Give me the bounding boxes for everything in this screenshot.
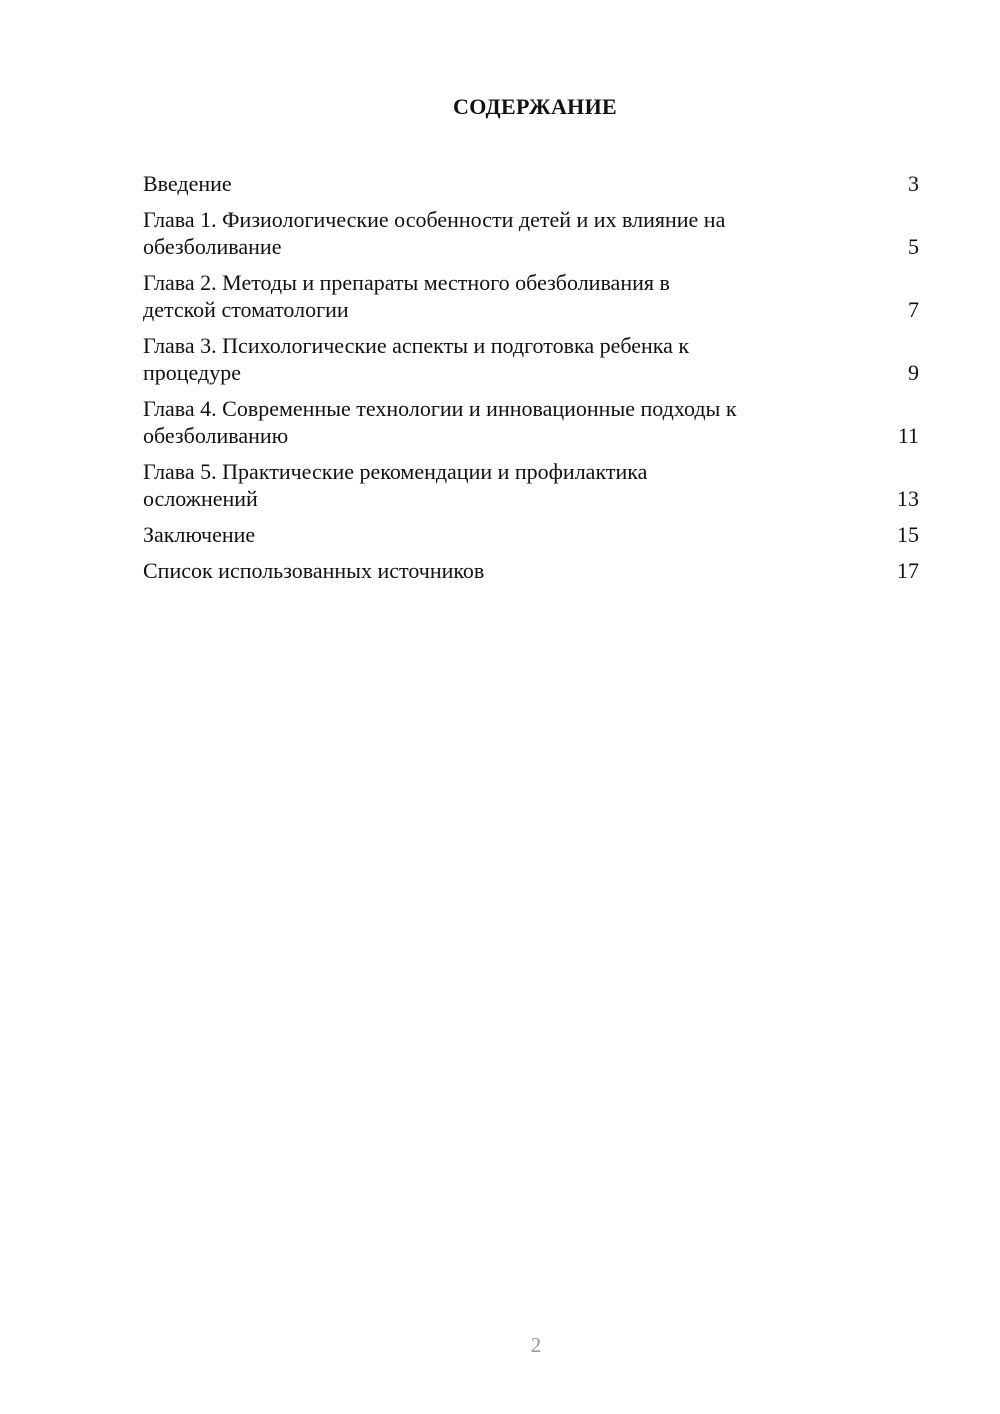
toc-page-number: 7 [908, 297, 919, 322]
toc-entry-line: Глава 5. Практические рекомендации и профилактика [143, 459, 648, 484]
toc-page-number: 13 [897, 486, 919, 511]
toc-entry-line: Глава 4. Современные технологии и инновационные подходы к [143, 396, 737, 421]
toc-entry-line: Глава 3. Психологические аспекты и подготовка ребенка к [143, 333, 690, 358]
toc-page-number: 9 [908, 360, 919, 385]
toc-entry-text [143, 557, 833, 584]
toc-entry-chapter-4[interactable] [143, 395, 919, 449]
toc-entry-chapter-1[interactable] [143, 206, 919, 260]
toc-entry-chapter-5[interactable] [143, 458, 919, 512]
toc-entry-text [143, 458, 833, 512]
toc-entry-line: обезболиванию [143, 423, 289, 448]
toc-page-number: 17 [897, 558, 919, 583]
toc-page-number: 3 [908, 171, 919, 196]
page-title: СОДЕРЖАНИЕ [453, 94, 617, 119]
page-number: 2 [530, 1333, 542, 1357]
toc-entry-line: Список использованных источников [143, 558, 485, 583]
toc-entry-references[interactable] [143, 557, 919, 584]
toc-entry-text [143, 206, 833, 260]
toc-entry-chapter-3[interactable] [143, 332, 919, 386]
toc-entry-text [143, 269, 833, 323]
toc-entry-line: Глава 2. Методы и препараты местного обезболивания в [143, 270, 670, 295]
toc-entry-text [143, 395, 833, 449]
toc-page-number: 5 [908, 234, 919, 259]
toc-page-number: 15 [897, 522, 919, 547]
table-of-contents [143, 170, 919, 593]
toc-entry-line: Глава 1. Физиологические особенности детей и их влияние на [143, 207, 726, 232]
toc-entry-line: процедуре [143, 360, 241, 385]
toc-entry-text [143, 332, 833, 386]
toc-entry-line: детской стоматологии [143, 297, 349, 322]
toc-entry-text [143, 170, 833, 197]
toc-entry-line: Заключение [143, 522, 256, 547]
toc-entry-line: осложнений [143, 486, 258, 511]
toc-entry-line: обезболивание [143, 234, 282, 259]
toc-entry-introduction[interactable] [143, 170, 919, 197]
toc-entry-conclusion[interactable] [143, 521, 919, 548]
toc-entry-text [143, 521, 833, 548]
toc-entry-chapter-2[interactable] [143, 269, 919, 323]
toc-page-number: 11 [897, 423, 919, 448]
toc-entry-line: Введение [143, 171, 232, 196]
